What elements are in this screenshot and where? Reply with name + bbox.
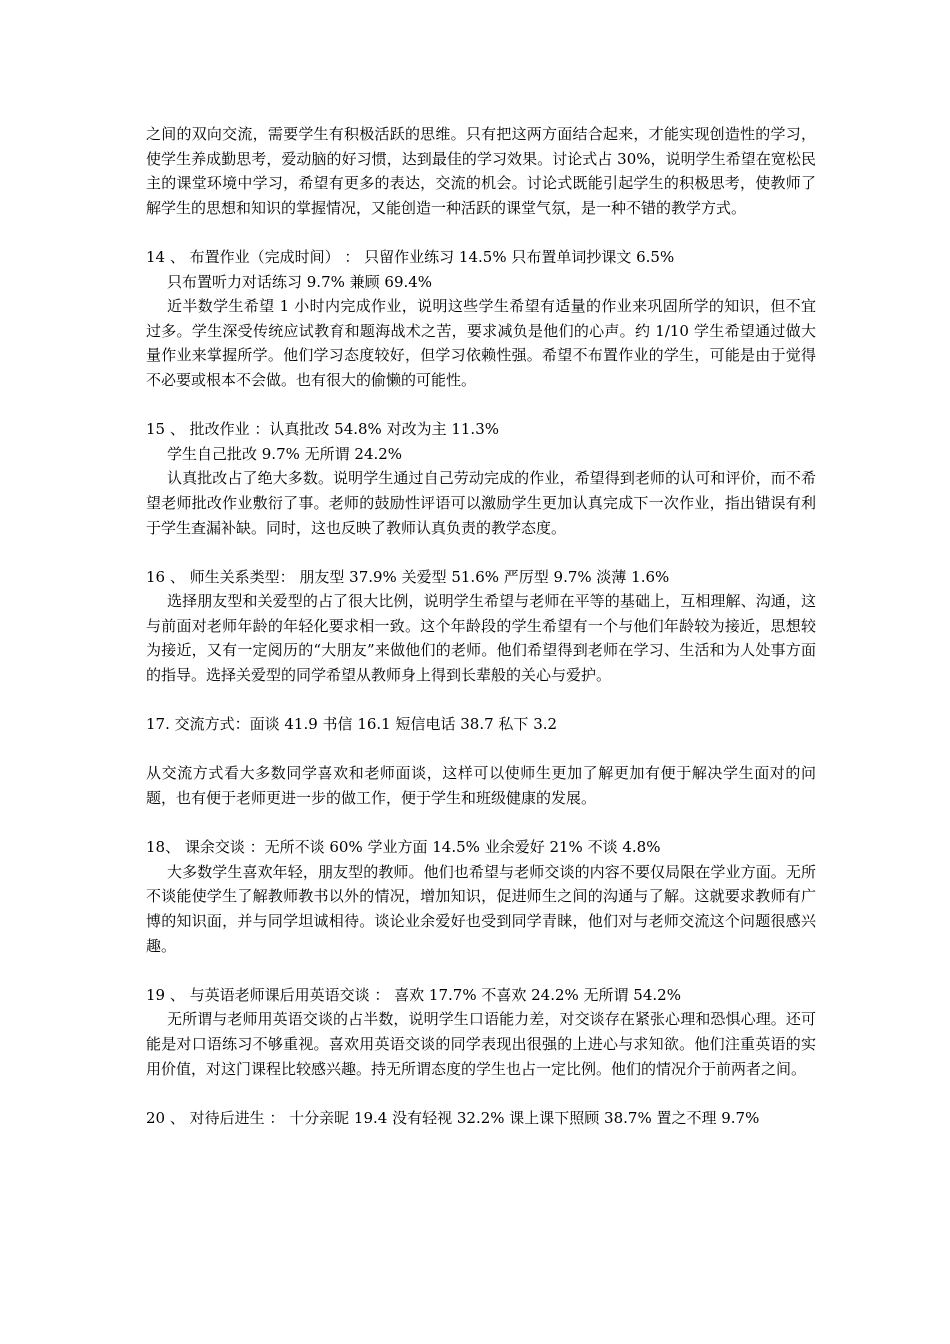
section-18-heading: 18、 课余交谈 ：无所不谈 60% 学业方面 14.5% 业余爱好 21% 不谈 4.8% <box>146 838 661 857</box>
spacer <box>146 958 816 983</box>
section-17-heading: 17. 交流方式：面谈 41.9 书信 16.1 短信电话 38.7 私下 3.2 <box>146 715 558 734</box>
section-15-subline: 学生自己批改 9.7% 无所谓 24.2% <box>167 444 403 463</box>
section-18-body: 大多数学生喜欢年轻，朋友型的教师。他们也希望与老师交谈的内容不要仅局限在学业方面。无所不谈能使学生了解教师教书以外的情况，增加知识，促进师生之间的沟通与了解。这就要求教师有广博的知识面，并与同学坦诚相待。谈论业余爱好也受到同学青睐，他们对与老师交流这个问题很感兴趣。 <box>146 862 816 955</box>
spacer <box>146 811 816 836</box>
section-15-heading: 15 、 批改作业 ：认真批改 54.8% 对改为主 11.3% <box>146 420 499 439</box>
section-14-body: 近半数学生希望 1 小时内完成作业，说明这些学生希望有适量的作业来巩固所学的知识，但不宜过多。学生深受传统应试教育和题海战术之苦，要求减负是他们的心声。约 1/10 学生希望通过做大量作业来掌握所学。他们学习态度较好，但学习依赖性强。希望不布置作业的学生，可能是由于觉得不必要或根本不会做。也有很大的偷懒的可能性。 <box>146 297 816 389</box>
spacer <box>146 540 816 565</box>
section-19-body: 无所谓与老师用英语交谈的占半数，说明学生口语能力差，对交谈存在紧张心理和恐惧心理。还可能是对口语练习不够重视。喜欢用英语交谈的同学表现出很强的上进心与求知欲。他们注重英语的实用价值，对这门课程比较感兴趣。持无所谓态度的学生也占一定比例。他们的情况介于前两者之间。 <box>146 1010 816 1078</box>
spacer <box>146 737 816 762</box>
spacer <box>146 393 816 418</box>
section-17-body: 从交流方式看大多数同学喜欢和老师面谈，这样可以使师生更加了解更加有便于解决学生面对的问题，也有便于老师更进一步的做工作，便于学生和班级健康的发展。 <box>146 764 816 808</box>
section-14-subline: 只布置听力对话练习 9.7% 兼顾 69.4% <box>167 272 433 291</box>
section-16-body: 选择朋友型和关爱型的占了很大比例，说明学生希望与老师在平等的基础上，互相理解、沟通，这与前面对老师年龄的年轻化要求相一致。这个年龄段的学生希望有一个与他们年龄较为接近，思想较为接近，又有一定阅历的“大朋友”来做他们的老师。他们希望得到老师在学习、生活和为人处事方面的指导。选择关爱型的同学希望从教师身上得到长辈般的关心与爱护。 <box>146 592 816 685</box>
section-20-heading: 20 、 对待后进生 ： 十分亲昵 19.4 没有轻视 32.2% 课上课下照顾 38.7% 置之不理 9.7% <box>146 1108 760 1127</box>
section-19-heading: 19 、 与英语老师课后用英语交谈 ： 喜欢 17.7% 不喜欢 24.2% 无所谓 54.2% <box>146 985 681 1004</box>
section-16-heading: 16 、 师生关系类型： 朋友型 37.9% 关爱型 51.6% 严厉型 9.7% 淡薄 1.6% <box>146 567 670 586</box>
section-14-heading: 14 、 布置作业（完成时间） ： 只留作业练习 14.5% 只布置单词抄课文 6.5% <box>146 247 675 266</box>
intro-paragraph: 之间的双向交流，需要学生有积极活跃的思维。只有把这两方面结合起来，才能实现创造性的学习，使学生养成勤思考，爱动脑的好习惯，达到最佳的学习效果。讨论式占 30%，说明学生希望在宽松民主的课堂环境中学习，希望有更多的表达，交流的机会。讨论式既能引起学生的积极思考，使教师了解学生的思想和知识的掌握情况，又能创造一种活跃的课堂气氛，是一种不错的教学方式。 <box>146 125 816 217</box>
spacer <box>146 220 816 245</box>
spacer <box>146 688 816 713</box>
section-15-body: 认真批改占了绝大多数。说明学生通过自己劳动完成的作业，希望得到老师的认可和评价，而不希望老师批改作业敷衍了事。老师的鼓励性评语可以激励学生更加认真完成下一次作业，指出错误有利于学生查漏补缺。同时，这也反映了教师认真负责的教学态度。 <box>146 469 816 537</box>
document-body <box>146 122 816 1130</box>
spacer <box>146 1081 816 1106</box>
